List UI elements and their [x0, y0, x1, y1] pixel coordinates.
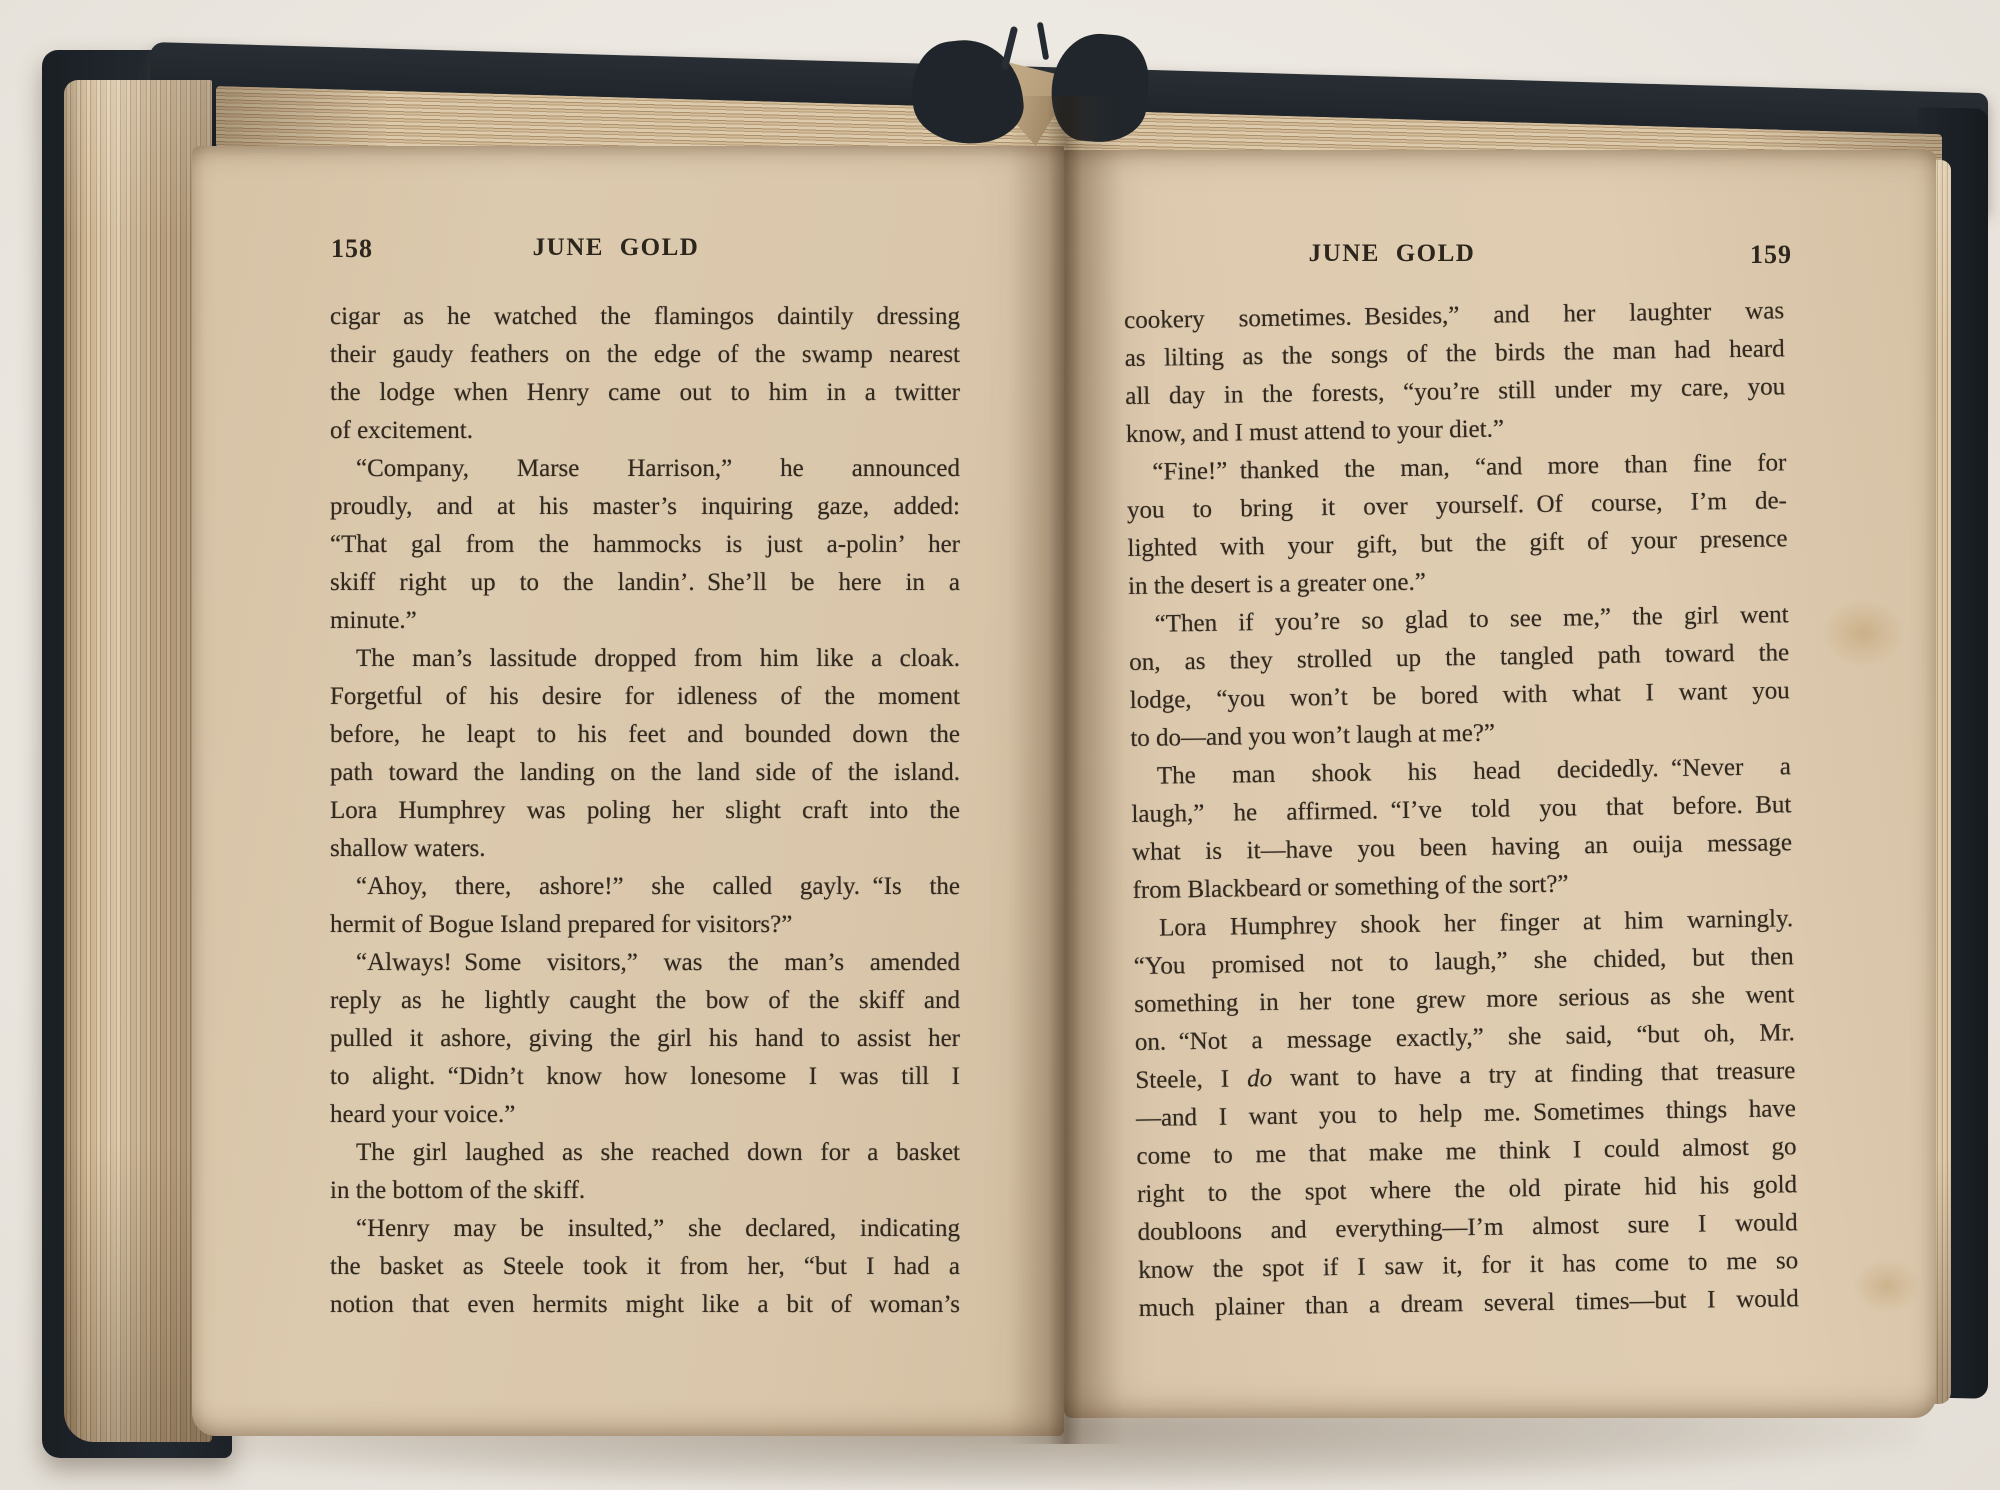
text-line: the lodge when Henry came out to him in a twitter: [330, 379, 960, 406]
text-line: you to bring it over yourself. Of course, I’m de-: [1126, 487, 1788, 525]
text-line: The girl laughed as she reached down for a basket: [356, 1139, 960, 1166]
left-running-head: JUNE GOLD: [532, 234, 700, 261]
text-line: Lora Humphrey was poling her slight craft into the: [330, 797, 960, 824]
text-line: to do—and you won’t laugh at me?”: [1130, 719, 1496, 753]
text-line: lodge, “you won’t be bored with what I want you: [1129, 677, 1790, 715]
text-line: the basket as Steele took it from her, “but I had a: [330, 1253, 960, 1280]
text-line: “You promised not to laugh,” she chided, but then: [1133, 943, 1794, 980]
text-line: doubloons and everything—I’m almost sure I would: [1137, 1209, 1798, 1246]
text-line: hermit of Bogue Island prepared for visitors?”: [330, 911, 793, 938]
text-line: in the desert is a greater one.”: [1127, 568, 1427, 601]
text-line: what is it—have you been having an ouija message: [1131, 829, 1793, 867]
text-line: “Henry may be insulted,” she declared, indicating: [356, 1215, 960, 1242]
text-line: “Ahoy, there, ashore!” she called gayly. “Is the: [356, 873, 960, 900]
text-line: “Company, Marse Harrison,” he announced: [356, 455, 960, 482]
text-line: lighted with your gift, but the gift of your presence: [1127, 525, 1788, 563]
left-page: [192, 146, 1064, 1436]
page-edges-left-stack: [64, 80, 212, 1442]
text-line: their gaudy feathers on the edge of the swamp nearest: [330, 341, 960, 368]
text-line: before, he leapt to his feet and bounded down the: [330, 721, 960, 748]
right-page: [1064, 150, 1936, 1418]
text-line: all day in the forests, “you’re still under my care, you: [1125, 373, 1786, 411]
text-line: minute.”: [330, 607, 417, 634]
text-line: Lora Humphrey shook her finger at him warningly.: [1158, 905, 1794, 942]
spine-tear-thread: [1037, 22, 1050, 60]
text-line: “That gal from the hammocks is just a-polin’ her: [330, 531, 960, 558]
text-line: from Blackbeard or something of the sort?”: [1132, 870, 1569, 905]
text-line: right to the spot where the old pirate hid his gold: [1136, 1171, 1798, 1208]
text-line: path toward the landing on the land side of the island.: [330, 759, 960, 786]
text-line: cookery sometimes. Besides,” and her laughter was: [1123, 297, 1785, 335]
text-line: something in her tone grew more serious as she went: [1134, 981, 1795, 1018]
page-stain: [1852, 1258, 1922, 1314]
text-line: “Always! Some visitors,” was the man’s amended: [356, 949, 960, 976]
text-line: —and I want you to help me. Sometimes things have: [1135, 1095, 1797, 1132]
text-line: on, as they strolled up the tangled path toward the: [1129, 639, 1790, 677]
text-line: much plainer than a dream several times—but I would: [1138, 1285, 1799, 1322]
text-line: notion that even hermits might like a bit of woman’s: [330, 1291, 960, 1318]
page-stain: [1820, 598, 1906, 668]
text-line: skiff right up to the landin’. She’ll be here in a: [330, 569, 960, 596]
text-line: laugh,” he affirmed. “I’ve told you that before. But: [1131, 791, 1792, 829]
text-line: proudly, and at his master’s inquiring gaze, added:: [330, 493, 960, 520]
text-line: heard your voice.”: [330, 1101, 516, 1128]
right-page-text: [1124, 292, 1799, 1328]
text-line: The man’s lassitude dropped from him like a cloak.: [356, 645, 960, 672]
text-line: “Fine!” thanked the man, “and more than fine for: [1152, 449, 1787, 486]
text-line: of excitement.: [330, 417, 473, 444]
right-running-head: JUNE GOLD: [1308, 240, 1476, 267]
text-line: pulled it ashore, giving the girl his hand to assist her: [330, 1025, 960, 1052]
right-page-number: 159: [1750, 240, 1792, 269]
text-line: as lilting as the songs of the birds the man had heard: [1124, 335, 1785, 373]
text-line: in the bottom of the skiff.: [330, 1177, 586, 1204]
text-line: Forgetful of his desire for idleness of the moment: [330, 683, 960, 710]
text-line: shallow waters.: [330, 835, 486, 862]
text-line: reply as he lightly caught the bow of the skiff and: [330, 987, 960, 1014]
text-line: “Then if you’re so glad to see me,” the girl went: [1154, 601, 1789, 638]
text-line: cigar as he watched the flamingos daintily dressing: [330, 303, 960, 330]
text-line: Steele, I do want to have a try at finding that treasure: [1135, 1057, 1796, 1094]
text-line: know the spot if I saw it, for it has come to me so: [1138, 1247, 1799, 1284]
left-page-number: 158: [331, 234, 373, 263]
text-line: come to me that make me think I could almost go: [1136, 1133, 1797, 1170]
left-page-text: [330, 298, 960, 1324]
text-line: The man shook his head decidedly. “Never a: [1156, 753, 1792, 790]
text-line: to alight. “Didn’t know how lonesome I was till I: [330, 1063, 960, 1090]
text-line: know, and I must attend to your diet.”: [1125, 415, 1505, 449]
text-line: on. “Not a message exactly,” she said, “but oh, Mr.: [1134, 1019, 1795, 1056]
